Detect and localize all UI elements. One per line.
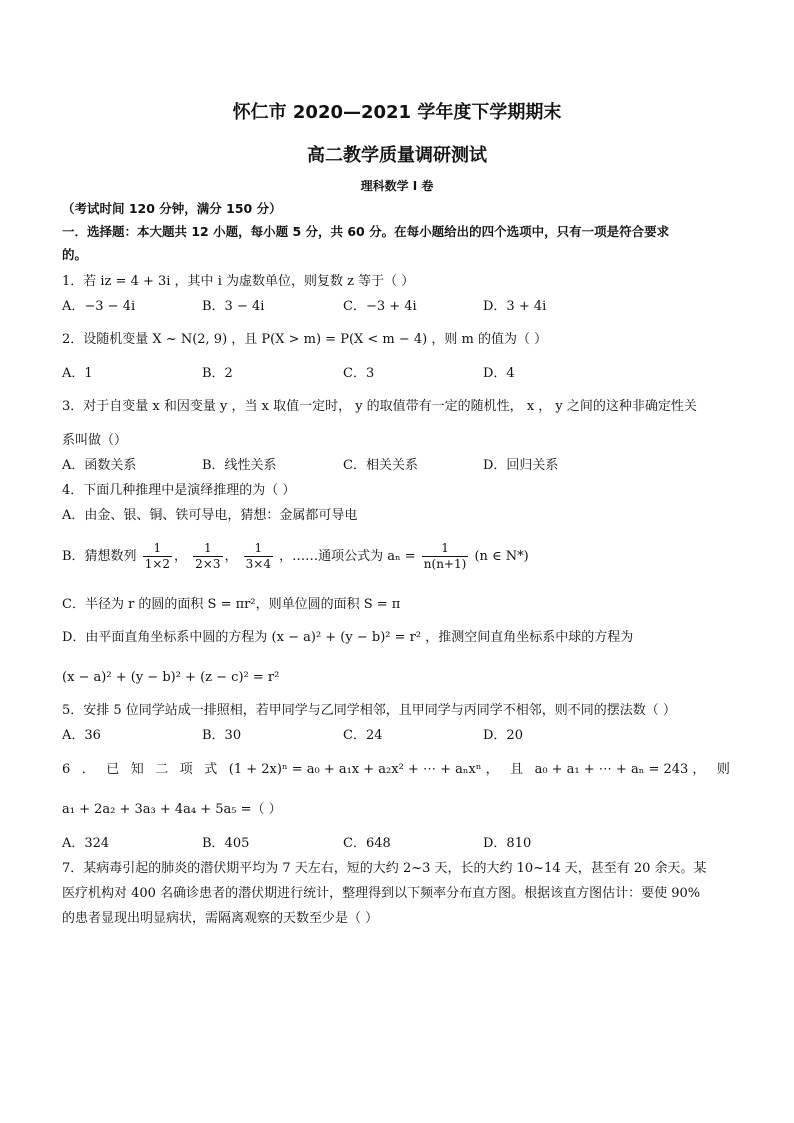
question-5-stem: 5．安排 5 位同学站成一排照相，若甲同学与乙同学相邻，且甲同学与丙同学不相邻，则不同的摆法数（ ） (62, 703, 676, 718)
q4-option-a: A．由金、银、铜、铁可导电，猜想：金属都可导电 (62, 508, 358, 523)
fraction-denominator: n(n+1) (423, 557, 467, 571)
q4-option-b: B．猜想数列 $\frac{1}{1\times 2}$ ， $\frac{1}{2\times 3}$ ， $\frac{1}{3\times 4}$ ，……通项公式为 aₙ = $\frac{1}{n(n+1)}$ (n ∈ N*) (62, 541, 529, 571)
q2-option-b: B．2 (202, 366, 233, 381)
fraction-numerator: 1 (244, 541, 273, 557)
question-3-stem-line2: 系叫做（） (62, 433, 128, 448)
fraction-numerator: 1 (193, 541, 222, 557)
q6-part: 知 (130, 762, 144, 777)
q5-option-a: A．36 (62, 728, 101, 743)
q6-part: (1 + 2x)ⁿ = a₀ + a₁x + a₂x² + ⋯ + aₙxⁿ ， (228, 762, 499, 777)
fraction-denominator: 2×3 (195, 557, 221, 571)
q1-option-d: D．3 + 4i (483, 299, 547, 314)
q4-option-d-line2: (x − a)² + (y − b)² + (z − c)² = r² (62, 670, 280, 685)
question-7-line1: 7．某病毒引起的肺炎的潜伏期平均为 7 天左右，短的大约 2~3 天，长的大约 10~14 天，甚至有 20 余天。某 (62, 861, 707, 876)
q5-option-b: B．30 (202, 728, 242, 743)
fraction-denominator: 3×4 (245, 557, 271, 571)
q3-option-b: B．线性关系 (202, 458, 277, 473)
exam-info: （考试时间 120 分钟，满分 150 分） (62, 201, 282, 216)
q4-option-b-prefix: B．猜想数列 (62, 549, 137, 564)
q6-option-b: B．405 (202, 836, 250, 851)
q4-option-d-line1: D．由平面直角坐标系中圆的方程为 (x − a)² + (y − b)² = r² ，推测空间直角坐标系中球的方程为 (62, 630, 634, 645)
question-2-stem: 2．设随机变量 X ~ N(2, 9) ，且 P(X > m) = P(X < m − 4) ，则 m 的值为（ ） (62, 332, 548, 347)
question-6-stem-line2: a₁ + 2a₂ + 3a₃ + 4a₄ + 5a₅ =（ ） (62, 802, 282, 817)
q2-option-a: A．1 (62, 366, 93, 381)
q4-option-b-mid: ，……通项公式为 aₙ = (279, 549, 416, 564)
q3-option-a: A．函数关系 (62, 458, 137, 473)
q5-option-c: C．24 (343, 728, 383, 743)
q6-part: 二 (155, 762, 169, 777)
q6-part: 则 (716, 762, 730, 777)
q6-option-a: A．324 (62, 836, 110, 851)
q4-option-c: C．半径为 r 的圆的面积 S = πr²，则单位圆的面积 S = π (62, 597, 401, 612)
q1-option-c: C．−3 + 4i (343, 299, 417, 314)
q2-option-d: D．4 (483, 366, 515, 381)
question-7-line2: 医疗机构对 400 名确诊患者的潜伏期进行统计，整理得到以下频率分布直方图。根据该直方图估计：要使 90% (62, 886, 701, 901)
q6-part: 6 (62, 762, 71, 777)
section-intro-line2: 的。 (62, 247, 88, 262)
q6-part: 已 (106, 762, 120, 777)
q4-option-b-suffix: (n ∈ N*) (474, 549, 529, 564)
exam-title: 怀仁市 2020—2021 学年度下学期期末 (232, 102, 562, 123)
question-6-stem-line1 (62, 761, 730, 779)
question-3-stem-line1: 3．对于自变量 x 和因变量 y ，当 x 取值一定时， y 的取值带有一定的随机性， x ， y 之间的这种非确定性关 (62, 399, 697, 414)
q6-part: ． (81, 762, 95, 777)
q6-part: 式 (204, 762, 218, 777)
question-7-line3: 的患者显现出明显病状，需隔离观察的天数至少是（ ） (62, 911, 379, 926)
fraction-numerator: 1 (143, 541, 172, 557)
q5-option-d: D．20 (483, 728, 523, 743)
q6-part: 项 (179, 762, 193, 777)
q4-fraction-1 (143, 541, 172, 572)
q2-option-c: C．3 (343, 366, 375, 381)
fraction-numerator: 1 (422, 541, 469, 557)
exam-subtitle: 高二教学质量调研测试 (307, 145, 487, 166)
q6-option-d: D．810 (483, 836, 532, 851)
fraction-denominator: 1×2 (144, 557, 171, 571)
question-4-stem: 4．下面几种推理中是演绎推理的为（ ） (62, 483, 296, 498)
q1-option-a: A．−3 − 4i (62, 299, 136, 314)
q4-fraction-3 (244, 541, 273, 572)
paper-label: 理科数学 I 卷 (360, 179, 434, 193)
question-1-stem: 1．若 iz = 4 + 3i ，其中 i 为虚数单位，则复数 z 等于（ ） (62, 274, 415, 289)
q1-option-b: B．3 − 4i (202, 299, 265, 314)
q4-fraction-4 (422, 541, 469, 572)
q3-option-c: C．相关关系 (343, 458, 418, 473)
q6-part: 且 (510, 762, 524, 777)
q6-part: a₀ + a₁ + ⋯ + aₙ = 243 ， (534, 762, 706, 777)
q4-fraction-2 (193, 541, 222, 572)
q3-option-d: D．回归关系 (483, 458, 559, 473)
q6-option-c: C．648 (343, 836, 391, 851)
section-intro-line1: 一．选择题：本大题共 12 小题，每小题 5 分，共 60 分。在每小题给出的四个选项中，只有一项是符合要求 (62, 224, 670, 239)
